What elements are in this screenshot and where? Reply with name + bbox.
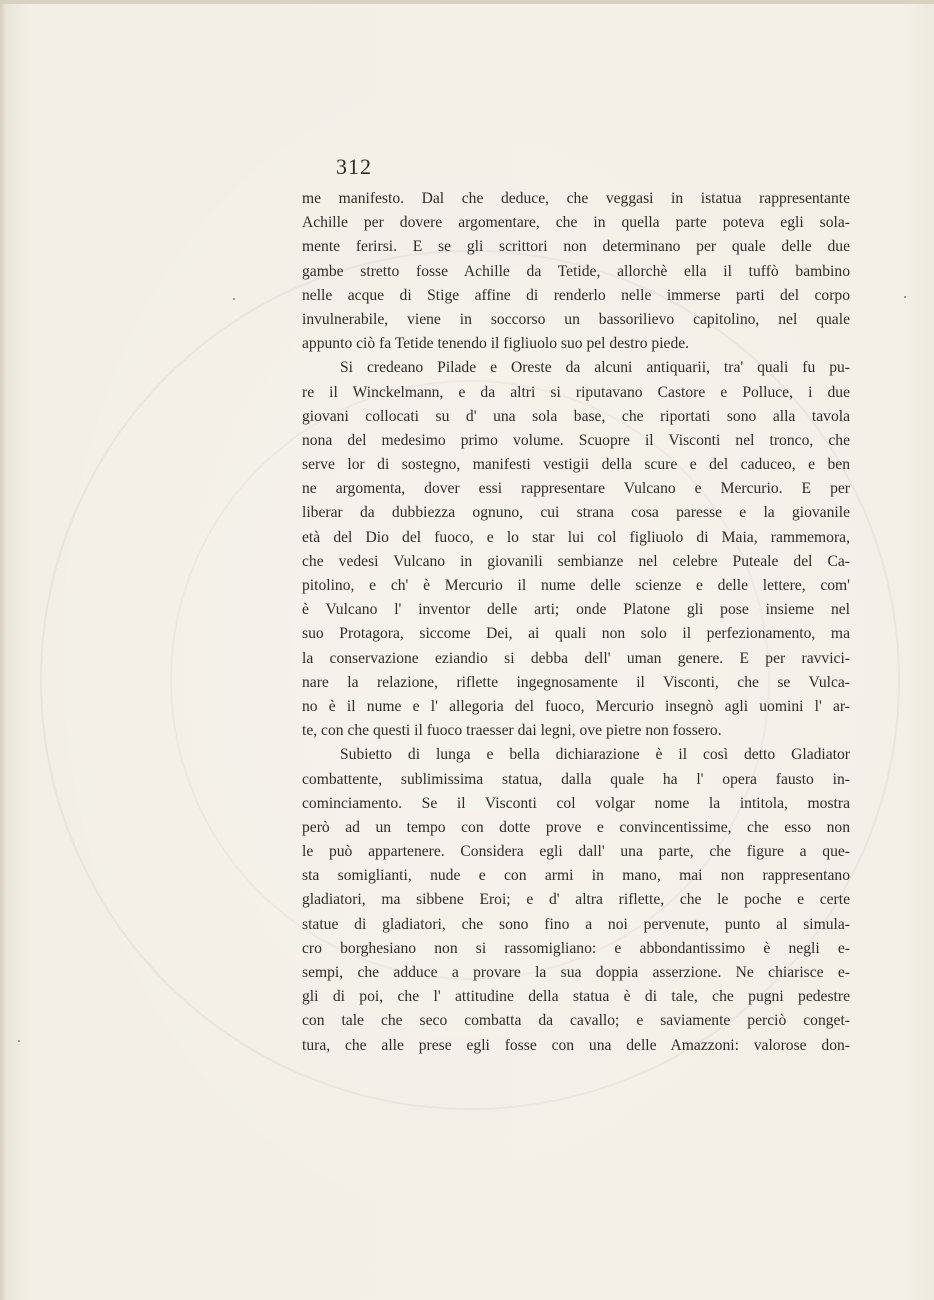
text-line: gladiatori, ma sibbene Eroi; e d' altra riflette, che le poche e certe [302,891,850,909]
text-line: serve lor di sostegno, manifesti vestigii della scure e del caduceo, e ben [302,456,850,474]
text-line: pitolino, e ch' è Mercurio il nume delle scienze e delle lettere, com' [302,577,850,594]
text-line: gli di poi, che l' attitudine della statua è di tale, che pugni pedestre [302,988,850,1006]
text-line: liberar da dubbiezza ognuno, cui strana cosa paresse e la giovanile [302,504,850,522]
text-line: te, con che questi il fuoco traesser dai legni, ove pietre non fossero. [302,722,722,740]
text-line: sempi, che adduce a provare la sua doppia asserzione. Ne chiarisce e- [302,964,850,981]
page-top-edge [0,0,934,4]
text-line: me manifesto. Dal che deduce, che veggasi in istatua rappresentante [302,190,850,207]
text-line: Subietto di lunga e bella dichiarazione è il così detto Gladiator [340,746,850,764]
text-line: giovani collocati su d' una sola base, che riportati sono alla tavola [302,407,850,425]
text-line: Si credeano Pilade e Oreste da alcuni antiquarii, tra' quali fu pu- [340,359,850,377]
text-line: ne argomenta, dover essi rappresentare Vulcano e Mercurio. E per [302,480,850,498]
text-line: nelle acque di Stige affine di renderlo nelle immerse parti del corpo [302,286,850,304]
paper-speck [904,296,906,298]
text-line: nare la relazione, riflette ingegnosamente il Visconti, che se Vulca- [302,673,850,691]
page-binding-edge [0,0,6,1300]
paper-speck [233,298,235,300]
text-line: no è il nume e l' allegoria del fuoco, Mercurio insegnò agli uomini l' ar- [302,697,850,715]
page-number: 312 [336,154,372,179]
text-line: cro borghesiano non si rassomigliano: e abbondantissimo è negli e- [302,939,850,957]
text-line: gambe stretto fosse Achille da Tetide, allorchè ella il tuffò bambino [302,262,850,280]
text-line: Achille per dovere argomentare, che in quella parte poteva egli sola- [302,214,850,232]
text-line: che vedesi Vulcano in giovanili sembianze nel celebre Puteale del Ca- [302,552,850,570]
text-line: cominciamento. Se il Visconti col volgar nome la intitola, mostra [302,794,850,812]
text-line: nona del medesimo primo volume. Scuopre il Visconti nel tronco, che [302,431,850,449]
paper-speck [18,1040,20,1042]
text-line: combattente, sublimissima statua, dalla quale ha l' opera fausto in- [302,770,850,788]
text-line: invulnerabile, viene in soccorso un bassorilievo capitolino, nel quale [302,310,850,328]
text-line: età del Dio del fuoco, e lo star lui col figliuolo di Maia, rammemora, [302,528,850,546]
text-line: appunto ciò fa Tetide tenendo il figliuolo suo pel destro piede. [302,335,690,353]
text-line: re il Winckelmann, e da altri si riputavano Castore e Polluce, i due [302,383,850,401]
text-line: è Vulcano l' inventor delle arti; onde Platone gli pose insieme nel [302,601,850,619]
text-line: però ad un tempo con dotte prove e convincentissime, che esso non [302,818,850,836]
text-line: con tale che seco combatta da cavallo; e saviamente perciò conget- [302,1012,850,1030]
text-line: la conservazione eziandio si debba dell' uman genere. E per ravvici- [302,649,850,667]
text-line: le può appartenere. Considera egli dall' una parte, che figure a que- [302,843,850,861]
text-line: sta somiglianti, nude e con armi in mano, mai non rappresentano [302,867,850,885]
text-line: mente ferirsi. E se gli scrittori non determinano per quale delle due [302,238,850,256]
text-line: suo Protagora, siccome Dei, ai quali non solo il perfezionamento, ma [302,625,850,643]
text-line: statue di gladiatori, che sono fino a noi pervenute, punto al simula- [302,915,850,933]
body-text [302,187,850,1058]
text-line: tura, che alle prese egli fosse con una delle Amazzoni: valorose don- [302,1036,850,1054]
